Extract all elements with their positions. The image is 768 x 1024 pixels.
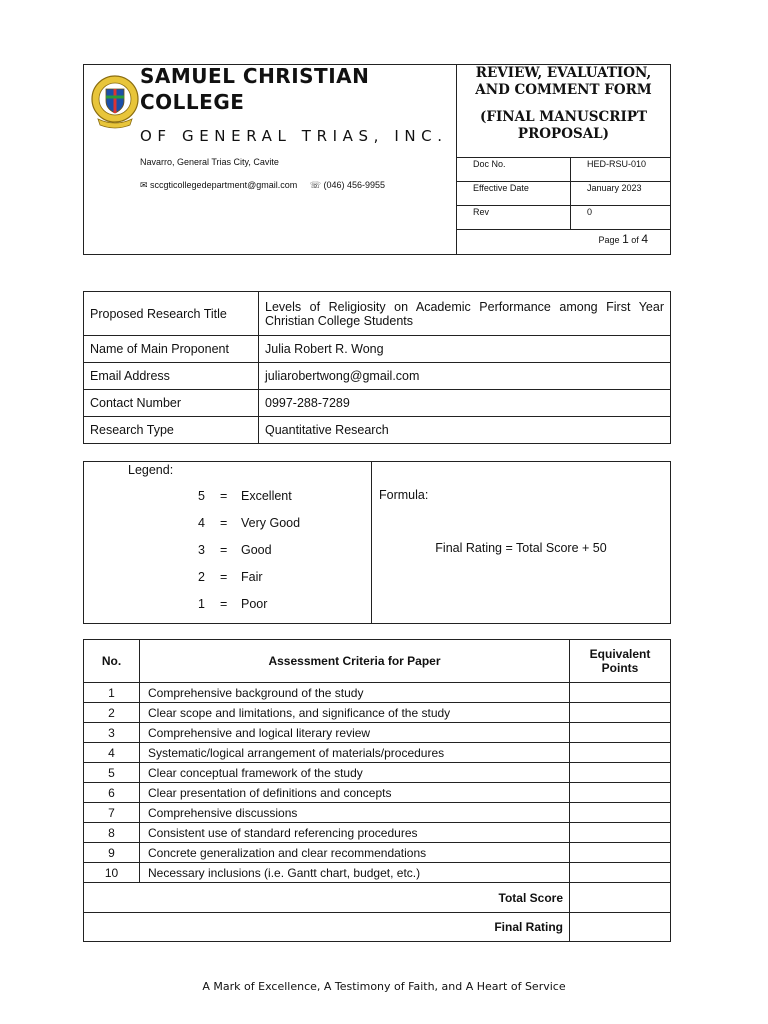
doc-value: 0	[571, 206, 671, 230]
legend-description: Good	[241, 543, 272, 557]
doc-row	[457, 182, 670, 206]
criteria-row	[84, 783, 671, 803]
header-criteria: Assessment Criteria for Paper	[140, 640, 570, 683]
criteria-text: Consistent use of standard referencing procedures	[140, 823, 570, 843]
college-seal-logo	[90, 71, 140, 131]
criteria-row	[84, 843, 671, 863]
legend-item	[84, 597, 371, 615]
criteria-row	[84, 723, 671, 743]
info-value: Levels of Religiosity on Academic Performance among First Year Christian College Students	[259, 292, 671, 336]
legend-description: Fair	[241, 570, 263, 584]
college-email: ✉ sccgticollegedepartment@gmail.com	[140, 180, 298, 190]
criteria-text: Clear conceptual framework of the study	[140, 763, 570, 783]
points-cell[interactable]	[570, 763, 671, 783]
page-of: of	[631, 235, 639, 245]
assessment-criteria-table	[83, 639, 671, 942]
criteria-row	[84, 863, 671, 883]
page-number	[457, 229, 670, 254]
doc-label: Effective Date	[457, 182, 571, 206]
criteria-text: Clear presentation of definitions and concepts	[140, 783, 570, 803]
info-label: Proposed Research Title	[84, 292, 259, 336]
info-row	[84, 292, 671, 336]
legend-equals: =	[220, 489, 228, 503]
legend-score: 5	[198, 489, 205, 503]
info-value: Julia Robert R. Wong	[259, 336, 671, 363]
criteria-no: 5	[84, 763, 140, 783]
legend-equals: =	[220, 543, 228, 557]
final-rating-row	[84, 913, 671, 942]
criteria-text: Concrete generalization and clear recommendations	[140, 843, 570, 863]
total-score-cell[interactable]	[570, 883, 671, 913]
info-value: juliarobertwong@gmail.com	[259, 363, 671, 390]
form-title: REVIEW, EVALUATION, AND COMMENT FORM	[475, 65, 652, 98]
criteria-no: 7	[84, 803, 140, 823]
info-row	[84, 390, 671, 417]
college-subtitle: OF GENERAL TRIAS, INC.	[140, 127, 448, 145]
formula-text: Final Rating = Total Score + 50	[435, 541, 607, 555]
document-header	[83, 64, 671, 255]
form-subtitle: (FINAL MANUSCRIPT PROPOSAL)	[479, 109, 648, 142]
criteria-no: 3	[84, 723, 140, 743]
rating-legend-box	[83, 461, 671, 624]
criteria-no: 6	[84, 783, 140, 803]
criteria-text: Comprehensive and logical literary review	[140, 723, 570, 743]
points-cell[interactable]	[570, 863, 671, 883]
points-cell[interactable]	[570, 823, 671, 843]
points-cell[interactable]	[570, 743, 671, 763]
doc-value: January 2023	[571, 182, 671, 206]
legend-score: 2	[198, 570, 205, 584]
header-no: No.	[84, 640, 140, 683]
footer-motto: A Mark of Excellence, A Testimony of Faith, and A Heart of Service	[202, 980, 566, 993]
college-contact	[140, 180, 395, 191]
page-prefix: Page	[598, 235, 620, 245]
doc-label: Doc No.	[457, 158, 571, 182]
legend-score: 3	[198, 543, 205, 557]
criteria-text: Comprehensive background of the study	[140, 683, 570, 703]
legend-description: Poor	[241, 597, 268, 611]
final-rating-label: Final Rating	[84, 913, 570, 942]
criteria-no: 2	[84, 703, 140, 723]
page-current: 1	[622, 232, 629, 246]
total-score-label: Total Score	[84, 883, 570, 913]
criteria-no: 1	[84, 683, 140, 703]
criteria-row	[84, 703, 671, 723]
criteria-row	[84, 683, 671, 703]
legend-description: Excellent	[241, 489, 292, 503]
info-row	[84, 363, 671, 390]
header-points: Equivalent Points	[570, 640, 671, 683]
points-cell[interactable]	[570, 723, 671, 743]
info-value: 0997-288-7289	[259, 390, 671, 417]
points-cell[interactable]	[570, 843, 671, 863]
form-info-block	[457, 65, 670, 254]
criteria-no: 10	[84, 863, 140, 883]
final-rating-cell[interactable]	[570, 913, 671, 942]
info-label: Name of Main Proponent	[84, 336, 259, 363]
criteria-header-row	[84, 640, 671, 683]
info-row	[84, 417, 671, 444]
doc-label: Rev	[457, 206, 571, 230]
criteria-text: Necessary inclusions (i.e. Gantt chart, budget, etc.)	[140, 863, 570, 883]
college-address: Navarro, General Trias City, Cavite	[140, 157, 279, 167]
legend-item	[84, 516, 371, 534]
legend-item	[84, 570, 371, 588]
points-cell[interactable]	[570, 803, 671, 823]
legend-item	[84, 543, 371, 561]
criteria-text: Systematic/logical arrangement of materials/procedures	[140, 743, 570, 763]
legend-item	[84, 489, 371, 507]
legend-title: Legend:	[128, 463, 174, 477]
college-phone: ☏ (046) 456-9955	[309, 180, 386, 190]
college-name: SAMUEL CHRISTIAN COLLEGE	[140, 64, 370, 114]
legend-equals: =	[220, 570, 228, 584]
page-total: 4	[641, 232, 648, 246]
info-label: Contact Number	[84, 390, 259, 417]
criteria-row	[84, 823, 671, 843]
legend-score: 1	[198, 597, 205, 611]
points-cell[interactable]	[570, 783, 671, 803]
formula-label: Formula:	[379, 488, 429, 502]
points-cell[interactable]	[570, 703, 671, 723]
doc-row	[457, 206, 670, 230]
criteria-no: 8	[84, 823, 140, 843]
criteria-no: 9	[84, 843, 140, 863]
criteria-row	[84, 803, 671, 823]
criteria-row	[84, 743, 671, 763]
info-value: Quantitative Research	[259, 417, 671, 444]
info-label: Research Type	[84, 417, 259, 444]
criteria-row	[84, 763, 671, 783]
doc-value: HED-RSU-010	[571, 158, 671, 182]
info-label: Email Address	[84, 363, 259, 390]
criteria-text: Clear scope and limitations, and significance of the study	[140, 703, 570, 723]
legend-description: Very Good	[241, 516, 301, 530]
points-cell[interactable]	[570, 683, 671, 703]
total-score-row	[84, 883, 671, 913]
criteria-no: 4	[84, 743, 140, 763]
info-row	[84, 336, 671, 363]
legend-score: 4	[198, 516, 205, 530]
college-block	[84, 65, 457, 254]
doc-row	[457, 158, 670, 182]
legend-equals: =	[220, 516, 228, 530]
legend-equals: =	[220, 597, 228, 611]
criteria-text: Comprehensive discussions	[140, 803, 570, 823]
document-control-table	[457, 157, 670, 229]
proposal-info-table	[83, 291, 671, 444]
